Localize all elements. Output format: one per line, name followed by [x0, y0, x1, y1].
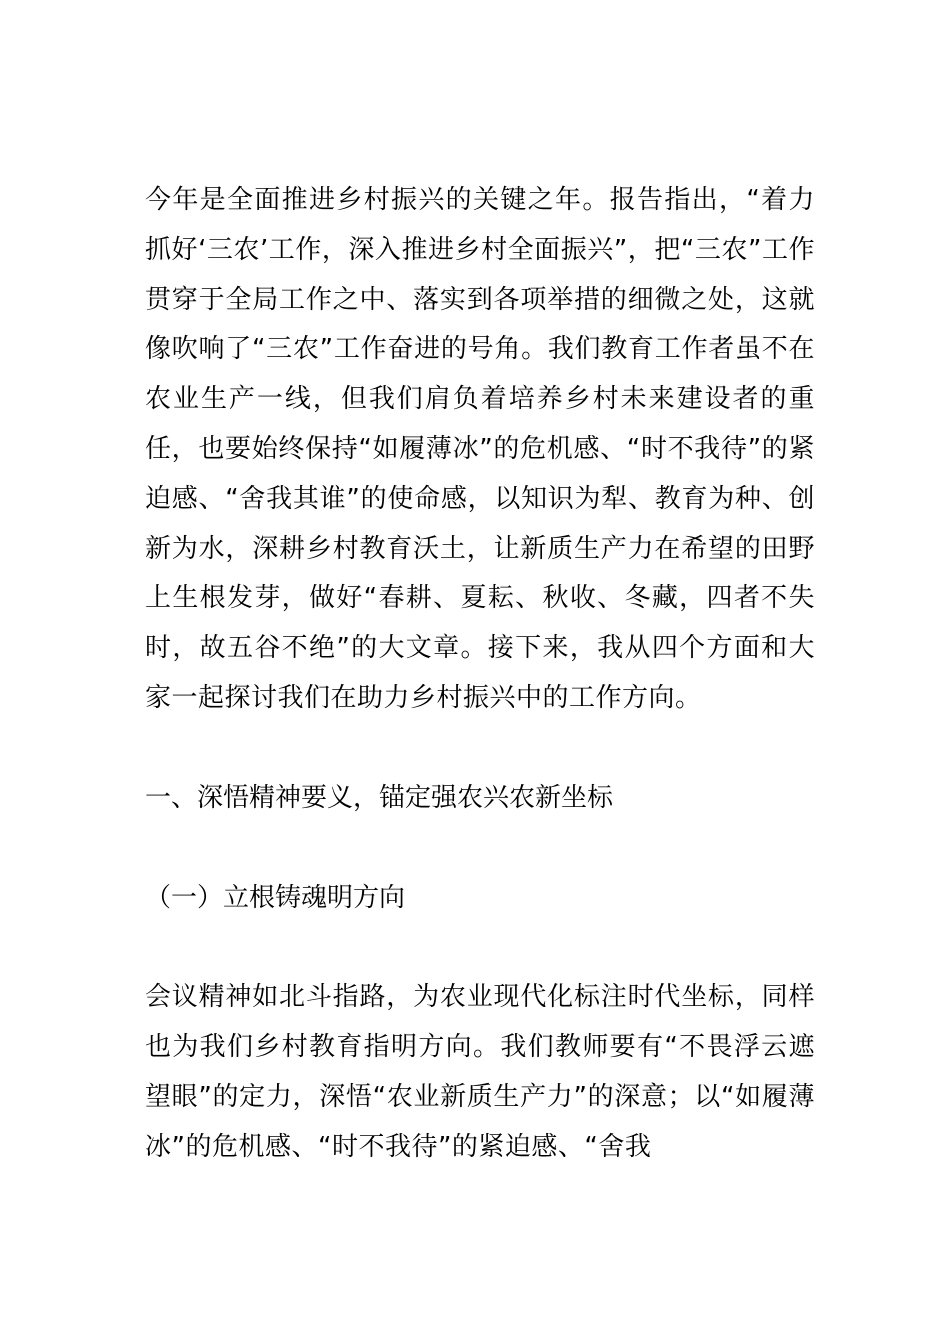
- intro-paragraph: 今年是全面推进乡村振兴的关键之年。报告指出，“着力抓好‘三农’工作，深入推进乡村全面振兴”，把“三农”工作贯穿于全局工作之中、落实到各项举措的细微之处，这就像吹响了“三农”工作奋进的号角。我们教育工作者虽不在农业生产一线，但我们肩负着培养乡村未来建设者的重任，也要始终保持“如履薄冰”的危机感、“时不我待”的紧迫感、“舍我其谁”的使命感，以知识为犁、教育为种、创新为水，深耕乡村教育沃土，让新质生产力在希望的田野上生根发芽，做好“春耕、夏耘、秋收、冬藏，四者不失时，故五谷不绝”的大文章。接下来，我从四个方面和大家一起探讨我们在助力乡村振兴中的工作方向。: [145, 185, 815, 713]
- document-body: [145, 176, 815, 1173]
- body-paragraph: 会议精神如北斗指路，为农业现代化标注时代坐标，同样也为我们乡村教育指明方向。我们教师要有“不畏浮云遮望眼”的定力，深悟“农业新质生产力”的深意；以“如履薄冰”的危机感、“时不我待”的紧迫感、“舍我: [145, 982, 815, 1162]
- section-heading: 一、深悟精神要义，锚定强农兴农新坐标: [145, 782, 614, 813]
- subsection-heading: （一）立根铸魂明方向: [145, 882, 406, 913]
